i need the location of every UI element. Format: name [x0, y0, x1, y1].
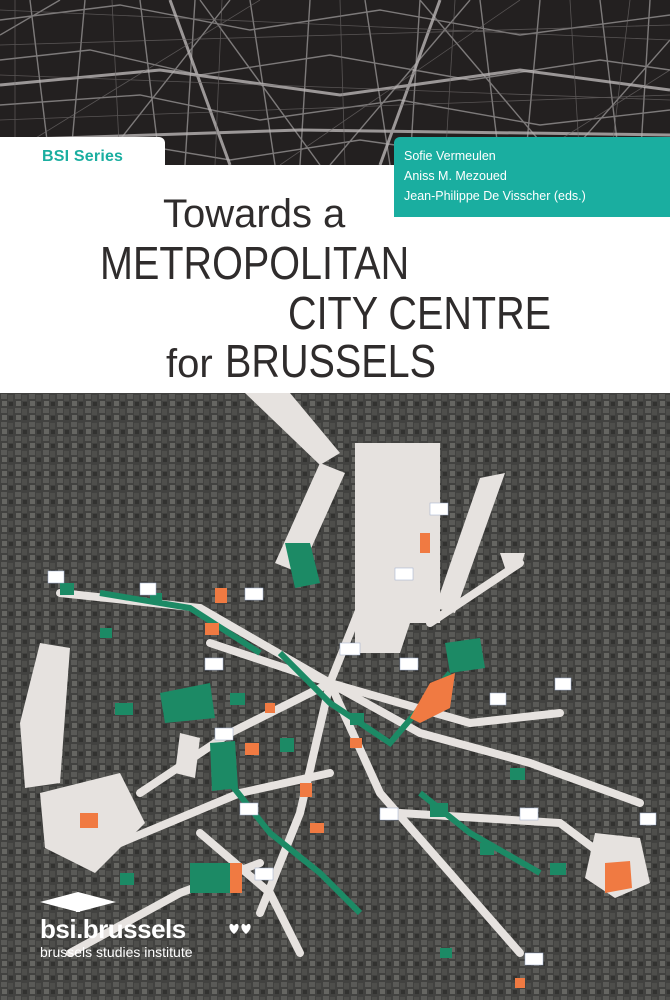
- author-2: Aniss M. Mezoued: [404, 169, 507, 183]
- series-label: BSI Series: [42, 148, 124, 165]
- author-3: Jean-Philippe De Visscher (eds.): [404, 189, 586, 203]
- authors-box: [394, 137, 670, 217]
- publisher-name: bsi.brussels: [40, 914, 186, 944]
- title-line-3: CITY CENTRE: [288, 287, 552, 339]
- title-line-2: METROPOLITAN: [100, 237, 410, 289]
- author-1: Sofie Vermeulen: [404, 149, 496, 163]
- heart-icon: [228, 920, 258, 940]
- publisher-logo: [28, 890, 268, 970]
- title-line-4-main: BRUSSELS: [225, 335, 437, 387]
- title-line-4-prefix: for: [166, 342, 213, 386]
- title-line-1: Towards a: [163, 192, 346, 236]
- publisher-subtitle: brussels studies institute: [40, 944, 193, 960]
- title-line-4: [166, 334, 471, 388]
